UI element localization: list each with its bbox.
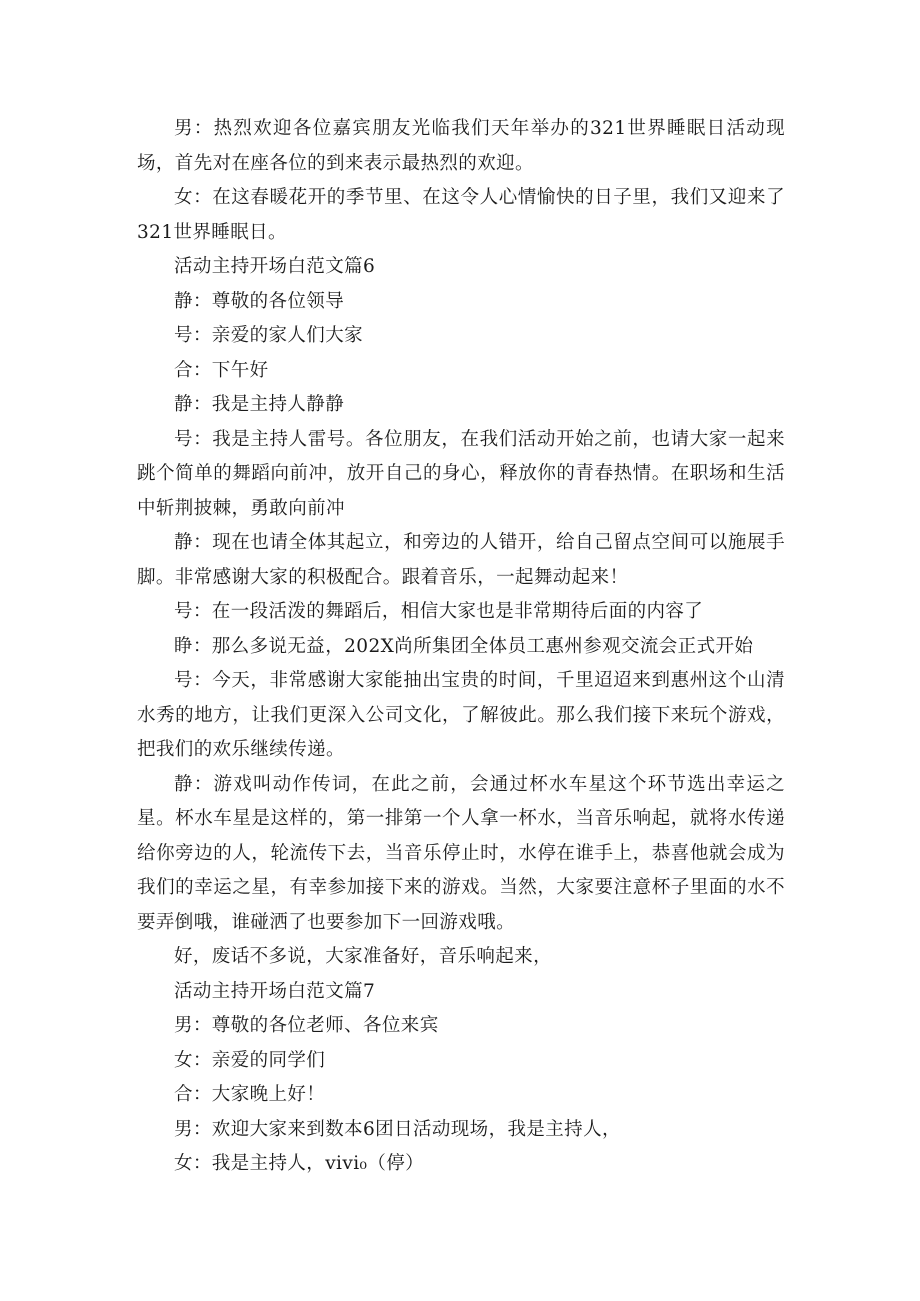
paragraph-9: 静：现在也请全体其起立，和旁边的人错开，给自己留点空间可以施展手脚。非常感谢大家的积极配合。跟着音乐，一起舞动起来！	[137, 532, 785, 588]
paragraph-20: 女：我是主持人，vivi₀（停）	[174, 1153, 425, 1174]
paragraph-16: 男：尊敬的各位老师、各位来宾	[174, 1015, 439, 1036]
document-body	[137, 112, 785, 1182]
paragraph-10: 号：在一段活泼的舞蹈后，相信大家也是非常期待后面的内容了	[174, 601, 704, 622]
paragraph-2: 女：在这春暖花开的季节里、在这令人心情愉快的日子里，我们又迎来了321世界睡眠日。	[137, 187, 785, 243]
paragraph-6: 合：下午好	[174, 359, 269, 381]
paragraph-17: 女：亲爱的同学们	[174, 1049, 326, 1071]
section-heading-6: 活动主持开场白范文篇6	[174, 256, 376, 277]
paragraph-11: 睁：那么多说无益，202X尚所集团全体员工惠州参观交流会正式开始	[174, 635, 754, 657]
paragraph-4: 静：尊敬的各位领导	[174, 290, 345, 312]
paragraph-7: 静：我是主持人静静	[174, 394, 345, 415]
paragraph-8: 号：我是主持人雷号。各位朋友，在我们活动开始之前，也请大家一起来跳个简单的舞蹈向前冲，放开自己的身心，释放你的青春热情。在职场和生活中斩荆披棘，勇敢向前冲	[137, 428, 785, 519]
paragraph-5: 号：亲爱的家人们大家	[174, 325, 364, 346]
section-heading-7: 活动主持开场白范文篇7	[174, 980, 376, 1002]
paragraph-19: 男：欢迎大家来到数本6团日活动现场，我是主持人，	[174, 1118, 621, 1140]
paragraph-1: 男：热烈欢迎各位嘉宾朋友光临我们天年举办的321世界睡眠日活动现场，首先对在座各位的到来表示最热烈的欢迎。	[137, 118, 785, 174]
paragraph-12: 号：今天，非常感谢大家能抽出宝贵的时间，千里迢迢来到惠州这个山清水秀的地方，让我们更深入公司文化，了解彼此。那么我们接下来玩个游戏，把我们的欢乐继续传递。	[137, 670, 785, 760]
paragraph-14: 好，废话不多说，大家准备好，音乐响起来，	[174, 946, 553, 967]
paragraph-13: 静：游戏叫动作传词，在此之前，会通过杯水车星这个环节选出幸运之星。杯水车星是这样的，第一排第一个人拿一杯水，当音乐响起，就将水传递给你旁边的人，轮流传下去，当音乐停止时，水停在谁手上，恭喜他就会成为我们的幸运之星，有幸参加接下来的游戏。当然，大家要注意杯子里面的水不要弄倒哦，谁碰洒了也要参加下一回游戏哦。	[137, 773, 785, 933]
paragraph-18: 合：大家晚上好！	[174, 1084, 326, 1105]
